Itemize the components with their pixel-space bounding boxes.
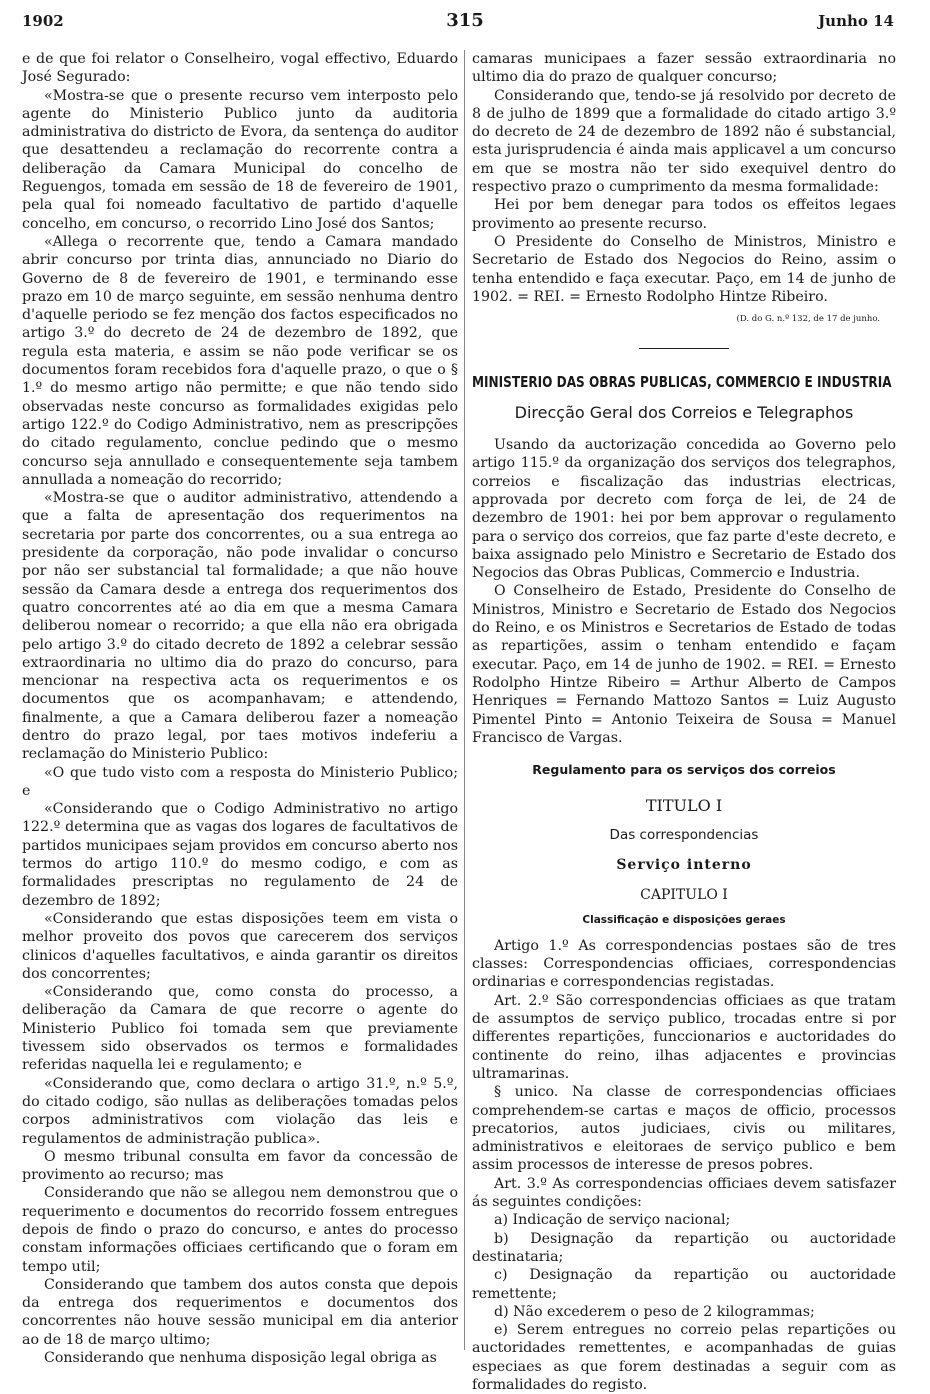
header-date: Junho 14	[818, 12, 894, 30]
page-number: 315	[446, 10, 484, 31]
section-rule	[639, 348, 729, 349]
paragraph: Considerando que, tendo-se já resolvido por decreto de 8 de julho de 1899 que a formalidade do citado artigo 3.º do decreto de 24 de dezembro de 1892 não é substancial, esta jurisprudencia é ainda mais applicavel a um concurso em que se mostra não ter sido exequivel dentro do respectivo prazo o cumprimento da mesma formalidade:	[472, 87, 896, 196]
article: Artigo 1.º As correspondencias postaes são de tres classes: Correspondencias officiaes, correspondencias ordinarias e correspondencias registadas.	[472, 937, 896, 991]
classificacao-heading: Classificação e disposições geraes	[582, 913, 786, 926]
paragraph: Considerando que nenhuma disposição legal obriga as	[44, 1350, 437, 1367]
ministry-heading: MINISTERIO DAS OBRAS PUBLICAS, COMMERCIO E INDUSTRIA	[472, 373, 892, 392]
direction-heading: Direcção Geral dos Correios e Telegraphos	[514, 402, 854, 422]
paragraph: «Mostra-se que o auditor administrativo, attendendo a que a falta de apresentação dos requerimentos na secretaria por parte dos concorrentes, ou a sua entrega ao presidente da corporação, não pode invalidar o concurso por não ser substancial tal formalidade; a que não houve sessão da Camara desde a entrega dos requerimentos dos quatro concorrentes até ao dia em que a mesma Camara deliberou nomear o recorrido; a que ella não era obrigada pelo artigo 3.º do citado decreto de 1892 a celebrar sessão extraordinaria no ultimo dia do prazo do concurso, para mencionar na respectiva acta os requerimentos e os documentos que os acompanhavam; e attendendo, finalmente, a que a Camara deliberou fazer a nomeação dentro do prazo legal, por taes motivos indeferiu a reclamação do Ministerio Publico:	[22, 490, 458, 763]
titulo-heading: TITULO I	[645, 796, 723, 816]
paragraph: «Considerando que estas disposições teem em vista o melhor proveito dos povos que carecerem dos serviços clinicos d'aquelles facultativos, e ainda garantir os direitos dos concorrentes;	[22, 910, 458, 982]
article-item: b) Designação da repartição ou auctoridade destinataria;	[472, 1230, 896, 1265]
paragraph: Hei por bem denegar para todos os effeitos legaes provimento ao presente recurso.	[472, 197, 896, 232]
source-note: (D. do G. n.º 132, de 17 de junho.	[736, 314, 880, 325]
paragraph: O Presidente do Conselho de Ministros, Ministro e Secretario de Estado dos Negocios do Reino, assim o tenha entendido e faça executar. Paço, em 14 de junho de 1902. = REI. = Ernesto Rodolpho Hintze Ribeiro.	[472, 233, 896, 305]
paragraph: Considerando que não se allegou nem demonstrou que o requerimento e documentos do recorrido fossem entregues depois de findo o prazo do concurso, e antes do processo constam informações officiaes certificando que o foram em tempo util;	[22, 1185, 458, 1275]
paragraph: «Considerando que, como consta do processo, a deliberação da Camara de que recorre o agente do Ministerio Publico foi tomada sem que previamente tivessem sido observados os termos e formalidades referidas naquella lei e regulamento; e	[22, 984, 458, 1074]
article-item: d) Não excederem o peso de 2 kilogrammas;	[494, 1303, 815, 1320]
titulo-subheading: Das correspondencias	[609, 826, 759, 843]
servico-heading: Serviço interno	[616, 856, 752, 873]
paragraph: «O que tudo visto com a resposta do Ministerio Publico; e	[22, 764, 458, 799]
header-year: 1902	[22, 12, 64, 30]
regulation-title: Regulamento para os serviços dos correios	[532, 762, 836, 778]
right-column	[472, 50, 896, 1394]
paragraph: e de que foi relator o Conselheiro, vogal effectivo, Eduardo José Segurado:	[22, 51, 458, 86]
left-column	[22, 50, 458, 1367]
paragraph: O mesmo tribunal consulta em favor da concessão de provimento ao recurso; mas	[22, 1148, 458, 1184]
paragraph: «Allega o recorrente que, tendo a Camara mandado abrir concurso por trinta dias, annunciado no Diario do Governo de 8 de fevereiro de 1901, e terminando esse prazo em 10 de março seguinte, em sessão nenhuma dentro d'aquelle periodo se fez menção dos factos especificados no artigo 3.º do decreto de 24 de dezembro de 1892, que regula esta materia, e assim se não pode verificar se os documentos foram recebidos fora d'aquelle prazo, o que o § 1.º do mesmo artigo não permitte; e que não tendo sido observadas neste concurso as formalidades exigidas pelo artigo 122.º do Codigo Administrativo, nem as prescripções do citado regulamento, conclue pedindo que o mesmo concurso seja annullado e consequentemente seja tambem annullada a nomeação do recorrido;	[22, 233, 458, 488]
article-item: a) Indicação de serviço nacional;	[494, 1212, 731, 1229]
article: Art. 2.º São correspondencias officiaes as que tratam de assumptos de serviço publico, trocadas entre si por differentes repartições, funccionarios e auctoridades do continente do reino, ilhas adjacentes e provincias ultramarinas.	[472, 992, 896, 1082]
paragraph: Considerando que tambem dos autos consta que depois da entrega dos requerimentos e documentos dos concorrentes não houve sessão municipal em dia anterior ao de 18 de março ultimo;	[22, 1276, 458, 1348]
article: § unico. Na classe de correspondencias officiaes comprehendem-se cartas e maços de officio, processos precatorios, autos judiciaes, civis ou militares, administrativos e eleitoraes de serviço publico e bem assim processos de interesse de presos pobres.	[472, 1084, 896, 1174]
capitulo-heading: CAPITULO I	[640, 887, 728, 904]
paragraph: «Considerando que, como declara o artigo 31.º, n.º 5.º, do citado codigo, são nullas as deliberações tomadas pelos corpos administrativos com violação das leis e regulamentos de administração publica».	[22, 1075, 458, 1147]
article-item: c) Designação da repartição ou auctoridade remettente;	[472, 1267, 896, 1302]
article-item: e) Serem entregues no correio pelas repartições ou auctoridades remettentes, e acompanhadas de guias especiaes as que forem destinadas a seguir com as formalidades do registo.	[472, 1322, 896, 1393]
column-divider	[464, 50, 465, 1350]
paragraph: «Considerando que o Codigo Administrativo no artigo 122.º determina que as vagas dos logares de facultativos de partidos municipaes sejam providos em concurso aberto nos termos do artigo 110.º do mesmo codigo, e com as formalidades prescriptas no regulamento de 24 de dezembro de 1892;	[22, 801, 458, 909]
paragraph: Usando da auctorização concedida ao Governo pelo artigo 115.º da organização dos serviços dos telegraphos, correios e fiscalização das industrias electricas, approvada por decreto com força de lei, de 24 de dezembro de 1901: hei por bem approvar o regulamento para o serviço dos correios, que faz parte d'este decreto, e baixa assignado pelo Ministro e Secretario de Estado dos Negocios das Obras Publicas, Commercio e Industria.	[472, 437, 896, 582]
paragraph: O Conselheiro de Estado, Presidente do Conselho de Ministros, Ministro e Secretario de Estado dos Negocios do Reino, e os Ministros e Secretarios de Estado de todas as repartições, assim o tenham entendido e façam executar. Paço, em 14 de junho de 1902. = REI. = Ernesto Rodolpho Hintze Ribeiro = Arthur Alberto de Campos Henriques = Fernando Mattozo Santos = Luiz Augusto Pimentel Pinto = Antonio Teixeira de Sousa = Manuel Francisco de Vargas.	[472, 583, 896, 746]
paragraph: «Mostra-se que o presente recurso vem interposto pelo agente do Ministerio Publico junto da auditoria administrativa do districto de Evora, da sentença do auditor que desattendeu a reclamação do recorrente contra a deliberação da Camara Municipal do concelho de Reguengos, tomada em sessão de 18 de fevereiro de 1901, pela qual foi nomeado facultativo de partido d'aquelle concelho, em concurso, o recorrido Lino José dos Santos;	[22, 87, 458, 232]
article: Art. 3.º As correspondencias officiaes devem satisfazer ás seguintes condições:	[472, 1175, 896, 1211]
page-header	[0, 10, 930, 34]
paragraph: camaras municipaes a fazer sessão extraordinaria no ultimo dia do prazo de qualquer concurso;	[472, 51, 896, 86]
